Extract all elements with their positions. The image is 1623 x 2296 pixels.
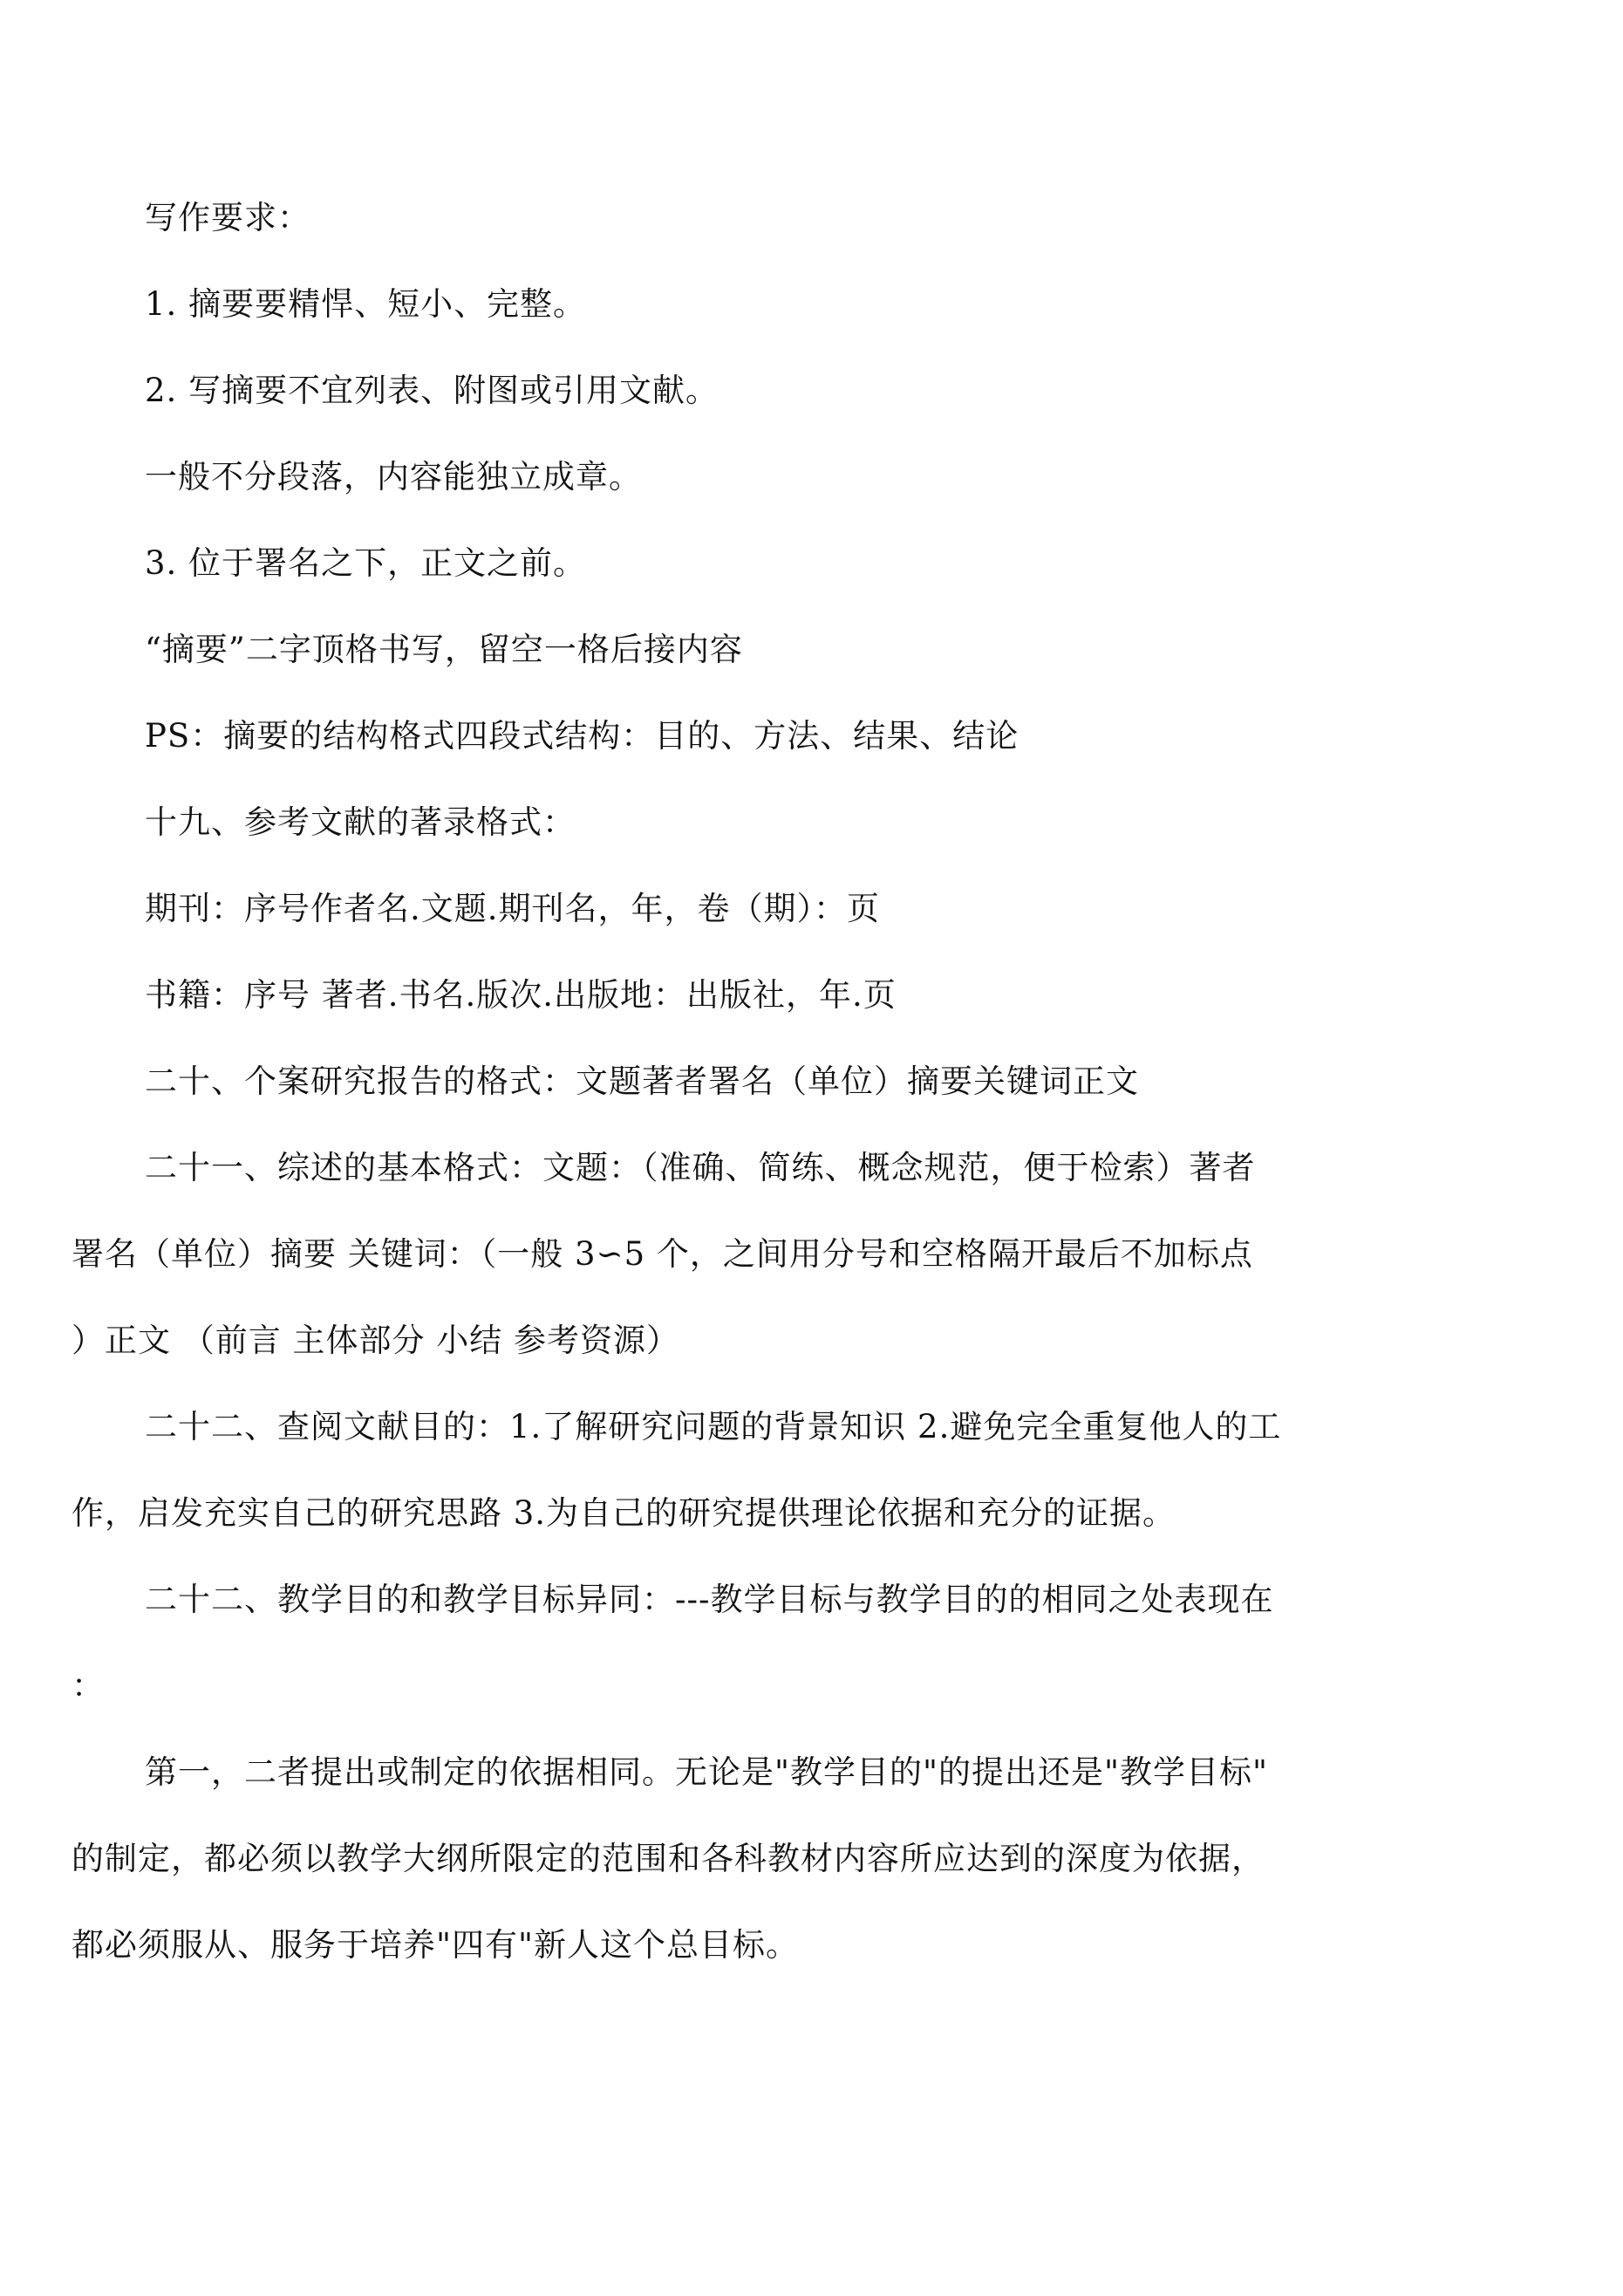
text-line: 1. 摘要要精悍、短小、完整。 <box>145 285 587 323</box>
text-line: 二十一、综述的基本格式：文题：（准确、简练、概念规范，便于检索）著者 <box>145 1149 1256 1186</box>
document-body <box>72 196 1488 1967</box>
text-line: 第一，二者提出或制定的依据相同。无论是"教学目的"的提出还是"教学目标" <box>145 1753 1269 1791</box>
text-line: ）正文 （前言 主体部分 小结 参考资源） <box>72 1322 680 1359</box>
text-line: 书籍：序号 著者.书名.版次.出版地：出版社，年.页 <box>145 976 897 1014</box>
text-line: 十九、参考文献的著录格式： <box>145 803 576 841</box>
text-line: 一般不分段落，内容能独立成章。 <box>145 458 642 495</box>
text-line: 的制定，都必须以教学大纲所限定的范围和各科教材内容所应达到的深度为依据， <box>72 1840 1265 1877</box>
text-line: 作，启发充实自己的研究思路 3.为自己的研究提供理论依据和充分的证据。 <box>72 1494 1176 1532</box>
text-line: 二十二、查阅文献目的：1.了解研究问题的背景知识 2.避免完全重复他人的工 <box>145 1408 1282 1445</box>
text-line: 都必须服从、服务于培养"四有"新人这个总目标。 <box>72 1926 800 1964</box>
text-line: 写作要求： <box>145 199 310 236</box>
text-line: 期刊：序号作者名.文题.期刊名，年，卷（期）：页 <box>145 890 881 927</box>
text-line: 二十、个案研究报告的格式：文题著者署名（单位）摘要关键词正文 <box>145 1063 1139 1100</box>
text-line: 二十二、教学目的和教学目标异同：---教学目标与教学目的的相同之处表现在 <box>145 1581 1274 1618</box>
text-line: 署名（单位）摘要 关键词：（一般 3∽5 个，之间用分号和空格隔开最后不加标点 <box>72 1235 1253 1273</box>
text-line: 3. 位于署名之下，正文之前。 <box>145 544 587 582</box>
text-line: “摘要”二字顶格书写，留空一格后接内容 <box>145 631 743 668</box>
text-line: ： <box>72 1667 105 1705</box>
text-line: PS：摘要的结构格式四段式结构：目的、方法、结果、结论 <box>145 717 1019 755</box>
text-line: 2. 写摘要不宜列表、附图或引用文献。 <box>145 372 719 409</box>
